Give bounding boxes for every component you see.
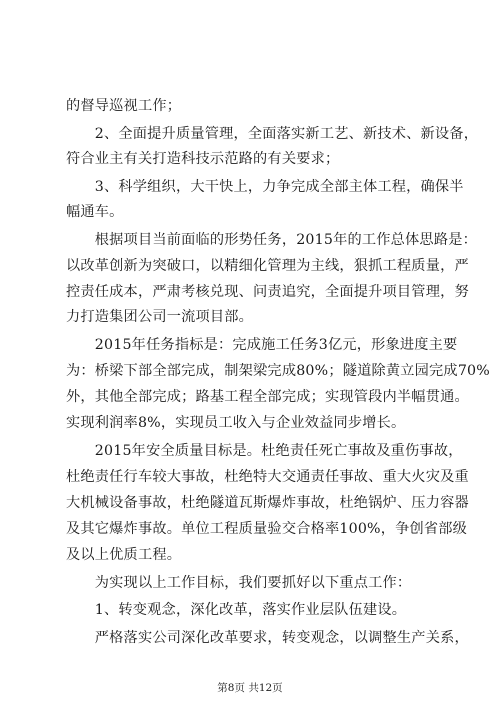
page-footer: 第8页 共12页: [217, 682, 283, 694]
text-line: 3、科学组织，大干快上，力争完成全部主体工程，确保半: [66, 179, 464, 195]
text-line: 的督导巡视工作；: [66, 98, 182, 114]
text-line: 杜绝责任行车较大事故，杜绝特大交通责任事故、重大火灾及重: [66, 469, 469, 485]
text-line: 及以上优质工程。: [66, 547, 182, 563]
text-line: 实现利润率8%，实现员工收入与企业效益同步增长。: [66, 415, 406, 431]
text-line: 及其它爆炸事故。单位工程质量验交合格率100%，争创省部级: [66, 521, 468, 537]
text-line: 为实现以上工作目标，我们要抓好以下重点工作：: [66, 575, 412, 591]
text-line: 根据项目当前面临的形势任务，2015年的工作总体思路是：: [66, 232, 477, 248]
text-line: 2、全面提升质量管理，全面落实新工艺、新技术、新设备，: [66, 126, 479, 142]
text-line: 大机械设备事故，杜绝隧道瓦斯爆炸事故，杜绝锅炉、压力容器: [66, 495, 469, 511]
text-line: 符合业主有关打造科技示范路的有关要求；: [66, 151, 340, 167]
text-line: 以改革创新为突破口，以精细化管理为主线，狠抓工程质量，严: [66, 258, 469, 274]
text-line: 力打造集团公司一流项目部。: [66, 309, 254, 325]
text-line: 幅通车。: [66, 204, 124, 220]
text-line: 2015年任务指标是：完成施工任务3亿元，形象进度主要: [66, 337, 458, 353]
text-line: 2015年安全质量目标是。杜绝责任死亡事故及重伤事故，: [66, 443, 463, 459]
text-line: 外，其他全部完成；路基工程全部完成；实现管段内半幅贯通。: [66, 389, 469, 405]
text-line: 控责任成本，严肃考核兑现、问责追究，全面提升项目管理，努: [66, 284, 469, 300]
text-line: 1、转变观念，深化改革，落实作业层队伍建设。: [66, 602, 407, 618]
text-line: 为：桥梁下部全部完成，制架梁完成80%；隧道除黄立园完成70%: [66, 363, 490, 379]
text-line: 严格落实公司深化改革要求，转变观念，以调整生产关系，: [66, 630, 469, 646]
